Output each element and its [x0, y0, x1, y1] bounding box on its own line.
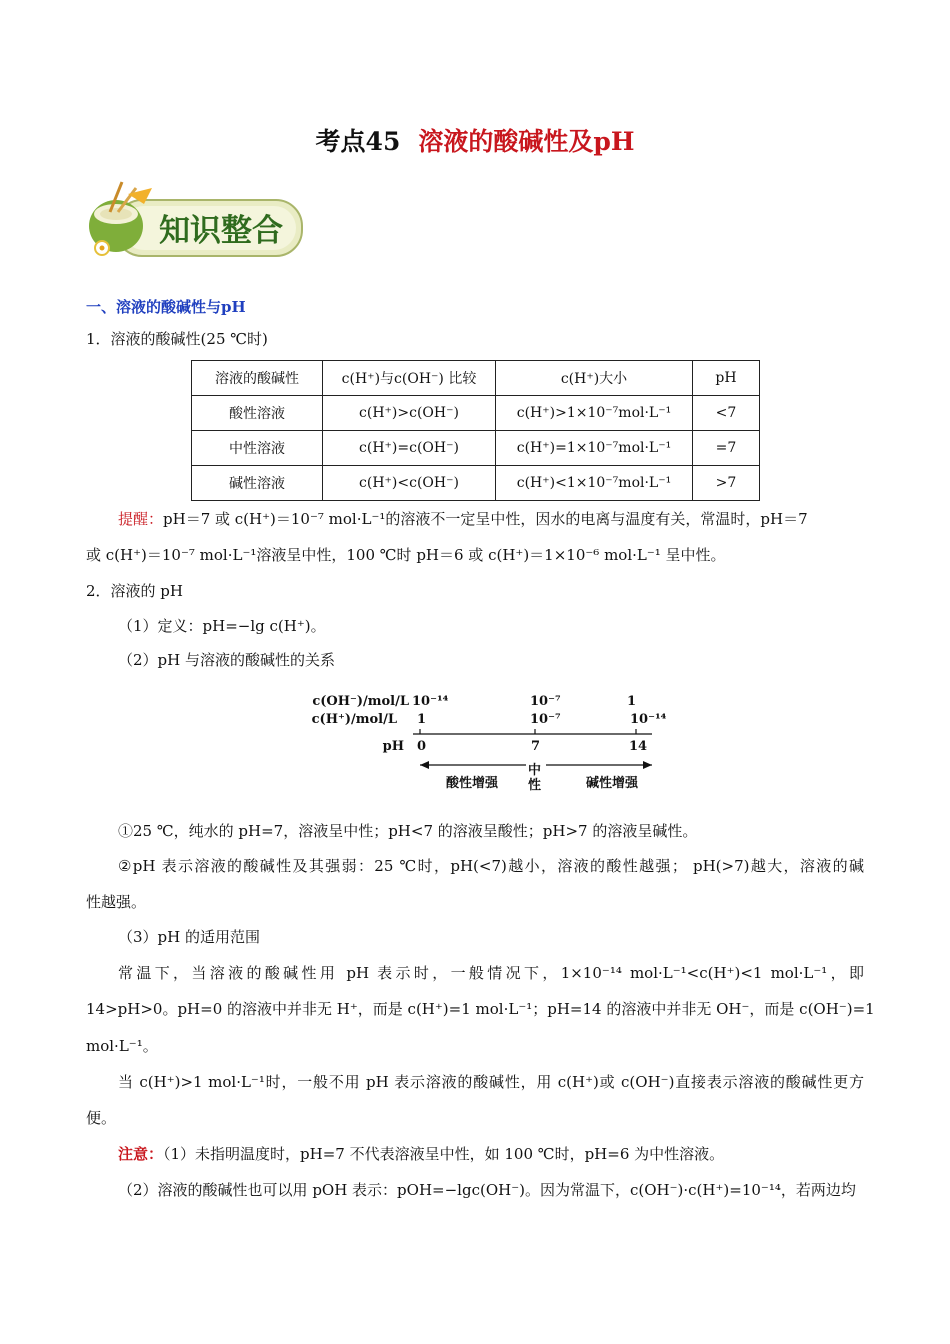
neutral-label-2: 性 [528, 778, 542, 793]
table-cell: c(H⁺)=1×10⁻⁷mol·L⁻¹ [496, 431, 693, 466]
table-cell: c(H⁺)<c(OH⁻) [323, 466, 496, 501]
table-header: c(H⁺)与c(OH⁻) 比较 [323, 361, 496, 396]
point-2-line-1: ②pH 表示溶液的酸碱性及其强弱：25 ℃时，pH(<7)越小，溶液的酸性越强； pH(>7)越大，溶液的碱 [118, 857, 864, 875]
point-1: ①25 ℃，纯水的 pH=7，溶液呈中性；pH<7 的溶液呈酸性；pH>7 的溶液呈碱性。 [118, 822, 698, 840]
item-1: 1．溶液的酸碱性(25 ℃时) [86, 330, 268, 348]
table-row [192, 431, 760, 466]
badge-text: 知识整合 [159, 213, 283, 249]
note-label: 注意： [118, 1145, 164, 1163]
table-cell: c(H⁺)>c(OH⁻) [323, 396, 496, 431]
range-line-2: 14>pH>0。pH=0 的溶液中并非无 H⁺，而是 c(H⁺)=1 mol·L⁻¹；pH=14 的溶液中并非无 OH⁻，而是 c(OH⁻)=1 [86, 1000, 875, 1018]
table-cell: 中性溶液 [192, 431, 323, 466]
table-row [192, 466, 760, 501]
ph-value: 0 [417, 739, 427, 754]
reminder-line-1 [118, 509, 808, 529]
h-value: 10⁻¹⁴ [630, 712, 667, 727]
coconut-drink-icon [86, 178, 306, 264]
scale-row1-label: c(OH⁻)/mol/L [312, 694, 409, 709]
ph-scale-diagram [300, 688, 680, 798]
reminder-text-1: pH＝7 或 c(H⁺)＝10⁻⁷ mol·L⁻¹的溶液不一定呈中性，因水的电离与温度有关，常温时，pH＝7 [163, 510, 808, 528]
knowledge-badge [86, 178, 306, 264]
oh-value: 10⁻¹⁴ [412, 694, 449, 709]
table-row [192, 396, 760, 431]
item-2: 2．溶液的 pH [86, 582, 183, 600]
oh-value: 10⁻⁷ [530, 694, 561, 709]
point-2-line-2: 性越强。 [86, 893, 147, 911]
table-cell: >7 [693, 466, 760, 501]
reminder-label: 提醒： [118, 510, 164, 528]
table-header: 溶液的酸碱性 [192, 361, 323, 396]
table-header: c(H⁺)大小 [496, 361, 693, 396]
neutral-label-1: 中 [528, 763, 542, 778]
acidity-table [191, 360, 760, 501]
table-cell: 酸性溶液 [192, 396, 323, 431]
title-topic: 溶液的酸碱性及pH [418, 127, 635, 156]
table-cell: 碱性溶液 [192, 466, 323, 501]
title-number: 考点45 [315, 127, 401, 156]
scale-row3-label: pH [382, 739, 404, 754]
note-text-1: （1）未指明温度时，pH=7 不代表溶液呈中性，如 100 ℃时，pH=6 为中性溶液。 [163, 1145, 725, 1163]
table-cell: c(H⁺)>1×10⁻⁷mol·L⁻¹ [496, 396, 693, 431]
when-line-2: 便。 [86, 1109, 117, 1127]
h-value: 1 [417, 712, 427, 727]
base-label: 碱性增强 [586, 776, 639, 791]
table-cell: =7 [693, 431, 760, 466]
oh-value: 1 [627, 694, 637, 709]
table-header-row [192, 361, 760, 396]
definition: （1）定义：pH=−lg c(H⁺)。 [118, 617, 326, 635]
range-line-3: mol·L⁻¹。 [86, 1037, 158, 1055]
ph-value: 14 [629, 739, 648, 754]
relation-heading: （2）pH 与溶液的酸碱性的关系 [118, 651, 335, 669]
reminder-line-2: 或 c(H⁺)＝10⁻⁷ mol·L⁻¹溶液呈中性，100 ℃时 pH＝6 或 c(H⁺)＝1×10⁻⁶ mol·L⁻¹ 呈中性。 [86, 546, 726, 564]
when-line-1: 当 c(H⁺)>1 mol·L⁻¹时，一般不用 pH 表示溶液的酸碱性，用 c(H⁺)或 c(OH⁻)直接表示溶液的酸碱性更方 [118, 1073, 864, 1091]
table-cell: c(H⁺)<1×10⁻⁷mol·L⁻¹ [496, 466, 693, 501]
note-line-2: （2）溶液的酸碱性也可以用 pOH 表示：pOH=−lgc(OH⁻)。因为常温下，c(OH⁻)·c(H⁺)=10⁻¹⁴，若两边均 [118, 1181, 856, 1199]
section-heading: 一、溶液的酸碱性与pH [86, 298, 246, 316]
acid-label: 酸性增强 [446, 776, 499, 791]
table-cell: <7 [693, 396, 760, 431]
range-heading: （3）pH 的适用范围 [118, 928, 260, 946]
scale-row2-label: c(H⁺)/mol/L [311, 712, 397, 727]
table-header: pH [693, 361, 760, 396]
range-line-1: 常温下，当溶液的酸碱性用 pH 表示时，一般情况下，1×10⁻¹⁴ mol·L⁻¹<c(H⁺)<1 mol·L⁻¹，即 [118, 964, 864, 982]
note-line-1 [118, 1144, 724, 1164]
ph-value: 7 [531, 739, 541, 754]
page-title [0, 122, 950, 158]
h-value: 10⁻⁷ [530, 712, 561, 727]
table-cell: c(H⁺)=c(OH⁻) [323, 431, 496, 466]
